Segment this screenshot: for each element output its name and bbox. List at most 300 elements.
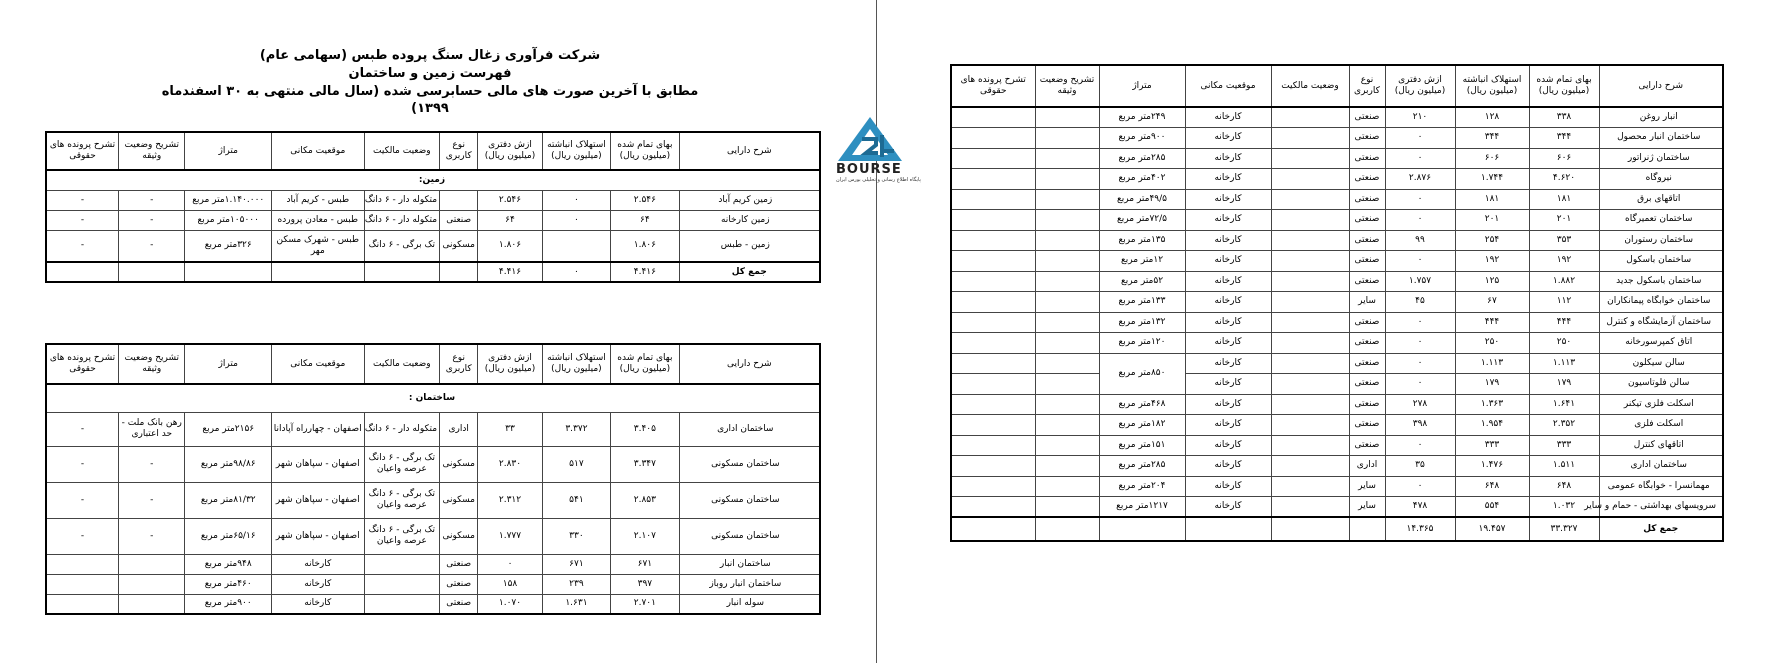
cell-pledge [1035, 497, 1099, 518]
cell-area: ۸۵۰متر مربع [1099, 353, 1185, 394]
cell-pledge: - [119, 230, 185, 262]
table-row [951, 456, 1723, 477]
cell-dep: ۰ [542, 210, 610, 230]
cell-loc: اصفهان - چهارراه آپادانا [272, 412, 365, 446]
table-row [46, 518, 820, 554]
cell-own [1271, 353, 1349, 374]
cell-book: ۰ [1385, 189, 1455, 210]
cell-area: ۲۱۵۶متر مربع [185, 412, 272, 446]
total-label: جمع کل [679, 262, 820, 282]
cell-desc: ساختمان اداری [1599, 456, 1723, 477]
cell-desc: ساختمان مسکونی [679, 446, 820, 482]
cell-dep: ۰ [542, 190, 610, 210]
cell-desc: سرویسهای بهداشتی - حمام و سایر [1599, 497, 1723, 518]
cell-book: ۰ [1385, 476, 1455, 497]
buildings-table-left [45, 343, 821, 615]
cell-legal [951, 435, 1035, 456]
col-header-legal: تشرح پرونده های حقوقی [951, 65, 1035, 107]
table-row [46, 230, 820, 262]
cell-desc: ساختمان تعمیرگاه [1599, 210, 1723, 231]
cell-desc: اتاق کمپرسورخانه [1599, 333, 1723, 354]
cell-loc: کارخانه [1185, 415, 1271, 436]
cell-loc: کارخانه [1185, 333, 1271, 354]
cell-cost: ۴۴۴ [1529, 312, 1599, 333]
cell-legal [951, 128, 1035, 149]
cell-cost: ۱.۱۱۳ [1529, 353, 1599, 374]
cell-dep: ۱۲۸ [1455, 107, 1529, 128]
total-book: ۴.۴۱۶ [478, 262, 542, 282]
cell-legal: - [46, 230, 119, 262]
cell-desc: اتاقهای کنترل [1599, 435, 1723, 456]
cell-use: صنعتی [1349, 333, 1385, 354]
cell-loc: اصفهان - سپاهان شهر [272, 518, 365, 554]
cell-area: ۹۴۸متر مربع [185, 554, 272, 574]
cell-use: صنعتی [440, 554, 478, 574]
cell-pledge [1035, 353, 1099, 374]
cell-book: ۲.۸۳۰ [478, 446, 542, 482]
cell-use: صنعتی [1349, 415, 1385, 436]
cell-cost: ۳۳۳ [1529, 435, 1599, 456]
cell-loc: کارخانه [1185, 456, 1271, 477]
table-row [951, 292, 1723, 313]
cell-use: صنعتی [1349, 271, 1385, 292]
cell-dep: ۱۲۵ [1455, 271, 1529, 292]
report-title: فهرست زمین و ساختمان [348, 66, 512, 81]
cell-desc: ساختمان خوابگاه پیمانکاران [1599, 292, 1723, 313]
cell-book: ۳۳ [478, 412, 542, 446]
cell-desc: اسکلت فلزی تیکنر [1599, 394, 1723, 415]
cell-use: صنعتی [1349, 148, 1385, 169]
cell-cost: ۳.۳۴۷ [611, 446, 679, 482]
cell-own [1271, 415, 1349, 436]
cell-legal [951, 271, 1035, 292]
cell-own: تک برگی - ۶ دانگ عرصه واعیان [364, 482, 439, 518]
cell-dep: ۱.۷۴۴ [1455, 169, 1529, 190]
total-cost: ۴.۴۱۶ [611, 262, 679, 282]
cell-area: ۱۳۲متر مربع [1099, 312, 1185, 333]
cell-desc: مهمانسرا - خوابگاه عمومی [1599, 476, 1723, 497]
cell-pledge [1035, 476, 1099, 497]
cell-book: ۰ [1385, 128, 1455, 149]
col-header-book: ازش دفتری (میلیون ریال) [478, 132, 542, 170]
cell-pledge: - [119, 190, 185, 210]
cell-desc: ساختمان انبار [679, 554, 820, 574]
col-header-dep: استهلاک انباشته (میلیون ریال) [1455, 65, 1529, 107]
cell-pledge: - [119, 518, 185, 554]
cell-loc: کارخانه [1185, 128, 1271, 149]
cell-book: ۹۹ [1385, 230, 1455, 251]
cell-area: ۱۲۰متر مربع [1099, 333, 1185, 354]
cell-cost: ۱۹۲ [1529, 251, 1599, 272]
cell-cost: ۱.۰۳۲ [1529, 497, 1599, 518]
cell-loc: اصفهان - سپاهان شهر [272, 482, 365, 518]
cell-loc: کارخانه [1185, 148, 1271, 169]
logo-text: BOURSE [836, 162, 902, 177]
cell-own [364, 594, 439, 614]
col-header-own: وضعیت مالکیت [364, 344, 439, 384]
cell-own [1271, 374, 1349, 395]
cell-dep: ۲۰۱ [1455, 210, 1529, 231]
cell-dep: ۱.۴۷۶ [1455, 456, 1529, 477]
cell-use: صنعتی [1349, 251, 1385, 272]
cell-desc: نیروگاه [1599, 169, 1723, 190]
cell-cost: ۲.۳۵۲ [1529, 415, 1599, 436]
cell-use: صنعتی [440, 210, 478, 230]
cell-cost: ۲.۸۵۳ [611, 482, 679, 518]
cell-desc: اتاقهای برق [1599, 189, 1723, 210]
total-dep: ۱۹.۴۵۷ [1455, 517, 1529, 541]
table-row [951, 476, 1723, 497]
cell-area: ۵۲متر مربع [1099, 271, 1185, 292]
cell-use: صنعتی [1349, 435, 1385, 456]
cell-cost: ۳.۴۰۵ [611, 412, 679, 446]
cell-use: صنعتی [1349, 230, 1385, 251]
cell-cost: ۲۵۰ [1529, 333, 1599, 354]
table-row [951, 210, 1723, 231]
cell-own [1271, 251, 1349, 272]
cell-book: ۱.۷۷۷ [478, 518, 542, 554]
cell-area: ۴۶۰متر مربع [185, 574, 272, 594]
cell-own: تک برگی - ۶ دانگ [364, 230, 439, 262]
cell-legal: - [46, 518, 119, 554]
cell-legal [46, 594, 119, 614]
cell-legal: - [46, 412, 119, 446]
table-row [951, 353, 1723, 374]
cell-use: صنعتی [440, 574, 478, 594]
cell-legal [951, 353, 1035, 374]
cell-book: ۱.۷۵۷ [1385, 271, 1455, 292]
cell-book: ۰ [1385, 435, 1455, 456]
col-header-loc: موقعیت مکانی [1185, 65, 1271, 107]
cell-use: صنعتی [1349, 353, 1385, 374]
cell-area: ۱۳۵متر مربع [1099, 230, 1185, 251]
cell-pledge [1035, 128, 1099, 149]
cell-area: ۱۲۱۷متر مربع [1099, 497, 1185, 518]
cell-loc: اصفهان - سپاهان شهر [272, 446, 365, 482]
table-row [46, 210, 820, 230]
cell-own [1271, 210, 1349, 231]
cell-cost: ۳۹۷ [611, 574, 679, 594]
cell-area: ۲۰۴متر مربع [1099, 476, 1185, 497]
cell-pledge [1035, 189, 1099, 210]
cell-desc: ساختمان رستوران [1599, 230, 1723, 251]
col-header-desc: شرح دارایی [1599, 65, 1723, 107]
cell-book: ۱.۰۷۰ [478, 594, 542, 614]
cell-desc: ساختمان آزمایشگاه و کنترل [1599, 312, 1723, 333]
cell-own: تک برگی - ۶ دانگ عرصه واعیان [364, 446, 439, 482]
cell-cost: ۱.۸۰۶ [611, 230, 679, 262]
cell-cost: ۲.۷۰۱ [611, 594, 679, 614]
cell-area: ۴۶۸متر مربع [1099, 394, 1185, 415]
cell-use: صنعتی [1349, 312, 1385, 333]
cell-loc: کارخانه [1185, 210, 1271, 231]
cell-dep: ۱۹۲ [1455, 251, 1529, 272]
cell-pledge [1035, 292, 1099, 313]
cell-pledge [1035, 251, 1099, 272]
col-header-own: وضعیت مالکیت [1271, 65, 1349, 107]
cell-pledge [1035, 169, 1099, 190]
cell-book: ۰ [1385, 353, 1455, 374]
cell-desc: زمین کریم آباد [679, 190, 820, 210]
cell-desc: ساختمان اداری [679, 412, 820, 446]
table-row [951, 251, 1723, 272]
cell-legal [951, 497, 1035, 518]
table-row [46, 482, 820, 518]
table-row [951, 230, 1723, 251]
cell-use: سایر [1349, 292, 1385, 313]
cell-cost: ۱۷۹ [1529, 374, 1599, 395]
cell-loc: کارخانه [272, 574, 365, 594]
table-row [951, 497, 1723, 518]
cell-book: ۳۵ [1385, 456, 1455, 477]
cell-dep: ۱.۶۳۱ [542, 594, 610, 614]
cell-cost: ۱۱۲ [1529, 292, 1599, 313]
cell-pledge: - [119, 482, 185, 518]
cell-cost: ۶۴۸ [1529, 476, 1599, 497]
cell-cost: ۶۴ [611, 210, 679, 230]
total-book: ۱۴.۳۶۵ [1385, 517, 1455, 541]
cell-book: ۶۴ [478, 210, 542, 230]
cell-pledge: - [119, 210, 185, 230]
cell-loc: کارخانه [272, 554, 365, 574]
cell-book: ۴۵ [1385, 292, 1455, 313]
cell-own [1271, 148, 1349, 169]
cell-cost: ۱.۵۱۱ [1529, 456, 1599, 477]
cell-pledge [1035, 394, 1099, 415]
table-row [46, 446, 820, 482]
cell-dep: ۶۷ [1455, 292, 1529, 313]
cell-legal: - [46, 210, 119, 230]
cell-pledge [1035, 148, 1099, 169]
cell-loc: کارخانه [1185, 271, 1271, 292]
cell-loc: کارخانه [1185, 169, 1271, 190]
cell-dep: ۶۰۶ [1455, 148, 1529, 169]
cell-cost: ۲.۱۰۷ [611, 518, 679, 554]
cell-area: ۹۰۰متر مربع [185, 594, 272, 614]
cell-pledge [1035, 456, 1099, 477]
col-header-book: ازش دفتری (میلیون ریال) [478, 344, 542, 384]
col-header-area: متراژ [185, 344, 272, 384]
cell-book: ۰ [1385, 333, 1455, 354]
cell-desc: ساختمان مسکونی [679, 482, 820, 518]
cell-use: اداری [440, 412, 478, 446]
cell-pledge [1035, 374, 1099, 395]
cell-pledge [1035, 210, 1099, 231]
cell-area: ۱۵۱متر مربع [1099, 435, 1185, 456]
table-row [46, 594, 820, 614]
cell-legal [951, 333, 1035, 354]
cell-area: ۴۰۲متر مربع [1099, 169, 1185, 190]
cell-cost: ۱.۸۸۲ [1529, 271, 1599, 292]
cell-legal [951, 312, 1035, 333]
cell-cost: ۴.۶۲۰ [1529, 169, 1599, 190]
cell-dep: ۱.۳۶۳ [1455, 394, 1529, 415]
cell-dep: ۵۴۱ [542, 482, 610, 518]
cell-legal [951, 374, 1035, 395]
cell-book: ۰ [1385, 312, 1455, 333]
cell-pledge: رهن بانک ملت - حد اعتباری [119, 412, 185, 446]
cell-pledge [1035, 230, 1099, 251]
cell-cost: ۲۰۱ [1529, 210, 1599, 231]
logo-subtitle: پایگاه اطلاع رسانی و تحلیلی بورس ایران [836, 177, 921, 183]
cell-book: ۰ [1385, 210, 1455, 231]
cell-area: ۸۱/۳۲متر مربع [185, 482, 272, 518]
total-dep: ۰ [542, 262, 610, 282]
col-header-area: متراژ [185, 132, 272, 170]
cell-dep: ۳۴۴ [1455, 128, 1529, 149]
cell-area: ۱۸۲متر مربع [1099, 415, 1185, 436]
cell-use: صنعتی [1349, 169, 1385, 190]
cell-use: صنعتی [1349, 210, 1385, 231]
cell-area: ۲۸۵متر مربع [1099, 456, 1185, 477]
cell-area: ۷۲/۵متر مربع [1099, 210, 1185, 231]
cell-book: ۳۹۸ [1385, 415, 1455, 436]
table-row [46, 412, 820, 446]
cell-area: ۶۵/۱۶متر مربع [185, 518, 272, 554]
cell-use: سایر [1349, 497, 1385, 518]
cell-dep: ۱۸۱ [1455, 189, 1529, 210]
cell-use [440, 190, 478, 210]
cell-use: مسکونی [440, 446, 478, 482]
cell-pledge [1035, 333, 1099, 354]
col-header-use: نوع کاربری [440, 344, 478, 384]
cell-desc: اسکلت فلزی [1599, 415, 1723, 436]
cell-own: متکوله دار - ۶ دانگ [364, 412, 439, 446]
cell-dep: ۴۴۴ [1455, 312, 1529, 333]
cell-own [1271, 476, 1349, 497]
cell-use: صنعتی [440, 594, 478, 614]
cell-legal [46, 574, 119, 594]
cell-dep: ۲۵۰ [1455, 333, 1529, 354]
cell-legal [951, 292, 1035, 313]
col-header-desc: شرح دارایی [679, 344, 820, 384]
col-header-area: متراژ [1099, 65, 1185, 107]
cell-legal [951, 415, 1035, 436]
cell-legal [951, 456, 1035, 477]
cell-legal: - [46, 446, 119, 482]
cell-use: مسکونی [440, 518, 478, 554]
cell-desc: سالن سیکلون [1599, 353, 1723, 374]
cell-loc: کارخانه [1185, 435, 1271, 456]
table-row [951, 415, 1723, 436]
cell-legal [951, 394, 1035, 415]
total-cost: ۳۳.۳۲۷ [1529, 517, 1599, 541]
cell-use: مسکونی [440, 230, 478, 262]
cell-own [1271, 189, 1349, 210]
total-row [46, 262, 820, 282]
cell-loc: کارخانه [1185, 353, 1271, 374]
cell-loc: طبس - کریم آباد [272, 190, 365, 210]
cell-legal [951, 169, 1035, 190]
cell-legal [951, 476, 1035, 497]
col-header-pledge: تشریح وضعیت وثیقه [119, 132, 185, 170]
cell-cost: ۶۷۱ [611, 554, 679, 574]
cell-own [364, 574, 439, 594]
total-row [951, 517, 1723, 541]
cell-desc: ساختمان انبار محصول [1599, 128, 1723, 149]
table-row [46, 574, 820, 594]
cell-own [1271, 107, 1349, 128]
cell-cost: ۳۳۸ [1529, 107, 1599, 128]
cell-loc: کارخانه [1185, 476, 1271, 497]
cell-legal [951, 107, 1035, 128]
table-row [46, 554, 820, 574]
cell-cost: ۶۰۶ [1529, 148, 1599, 169]
land-section-title: زمین: [46, 170, 820, 190]
cell-use: مسکونی [440, 482, 478, 518]
cell-book: ۴۷۸ [1385, 497, 1455, 518]
table-row [951, 312, 1723, 333]
cell-own: متکوله دار - ۶ دانگ [364, 210, 439, 230]
col-header-own: وضعیت مالکیت [364, 132, 439, 170]
cell-own [1271, 456, 1349, 477]
cell-dep: ۳۳۰ [542, 518, 610, 554]
cell-loc: طبس - معادن پرورده [272, 210, 365, 230]
col-header-legal: تشرح پرونده های حقوقی [46, 132, 119, 170]
cell-own [1271, 169, 1349, 190]
cell-desc: سوله انبار [679, 594, 820, 614]
col-header-dep: استهلاک انباشته (میلیون ریال) [542, 132, 610, 170]
table-row [951, 394, 1723, 415]
cell-area: ۲۴۹متر مربع [1099, 107, 1185, 128]
cell-desc: ساختمان مسکونی [679, 518, 820, 554]
cell-book: ۰ [1385, 148, 1455, 169]
cell-loc: کارخانه [1185, 374, 1271, 395]
cell-pledge: - [119, 446, 185, 482]
cell-dep: ۵۱۷ [542, 446, 610, 482]
cell-area: ۱۲متر مربع [1099, 251, 1185, 272]
cell-dep: ۳۳۳ [1455, 435, 1529, 456]
cell-dep: ۵۵۴ [1455, 497, 1529, 518]
cell-pledge [1035, 312, 1099, 333]
col-header-cost: بهای تمام شده (میلیون ریال) [611, 132, 679, 170]
cell-dep [542, 230, 610, 262]
cell-loc: طبس - شهرک مسکن مهر [272, 230, 365, 262]
cell-desc: انبار روغن [1599, 107, 1723, 128]
land-table [45, 131, 821, 283]
cell-cost: ۱۸۱ [1529, 189, 1599, 210]
table-row [951, 435, 1723, 456]
table-row [951, 148, 1723, 169]
cell-dep: ۲۵۴ [1455, 230, 1529, 251]
cell-loc: کارخانه [272, 594, 365, 614]
cell-legal [951, 251, 1035, 272]
cell-loc: کارخانه [1185, 251, 1271, 272]
cell-pledge [119, 574, 185, 594]
cell-use: صنعتی [1349, 394, 1385, 415]
cell-book: ۲۷۸ [1385, 394, 1455, 415]
cell-area: ۹۸/۸۶متر مربع [185, 446, 272, 482]
cell-own [1271, 312, 1349, 333]
cell-book: ۰ [478, 554, 542, 574]
cell-own [1271, 435, 1349, 456]
cell-area: ۱۳۳متر مربع [1099, 292, 1185, 313]
cell-book: ۱.۸۰۶ [478, 230, 542, 262]
cell-own [1271, 394, 1349, 415]
cell-legal [46, 554, 119, 574]
cell-area: ۳۲۶متر مربع [185, 230, 272, 262]
cell-desc: ساختمان ژنراتور [1599, 148, 1723, 169]
cell-cost: ۲.۵۴۶ [611, 190, 679, 210]
cell-own [1271, 128, 1349, 149]
cell-loc: کارخانه [1185, 312, 1271, 333]
col-header-loc: موقعیت مکانی [272, 132, 365, 170]
cell-cost: ۱.۶۴۱ [1529, 394, 1599, 415]
cell-use: صنعتی [1349, 374, 1385, 395]
cell-legal: - [46, 190, 119, 210]
cell-area: ۹۰۰متر مربع [1099, 128, 1185, 149]
table-row [951, 333, 1723, 354]
